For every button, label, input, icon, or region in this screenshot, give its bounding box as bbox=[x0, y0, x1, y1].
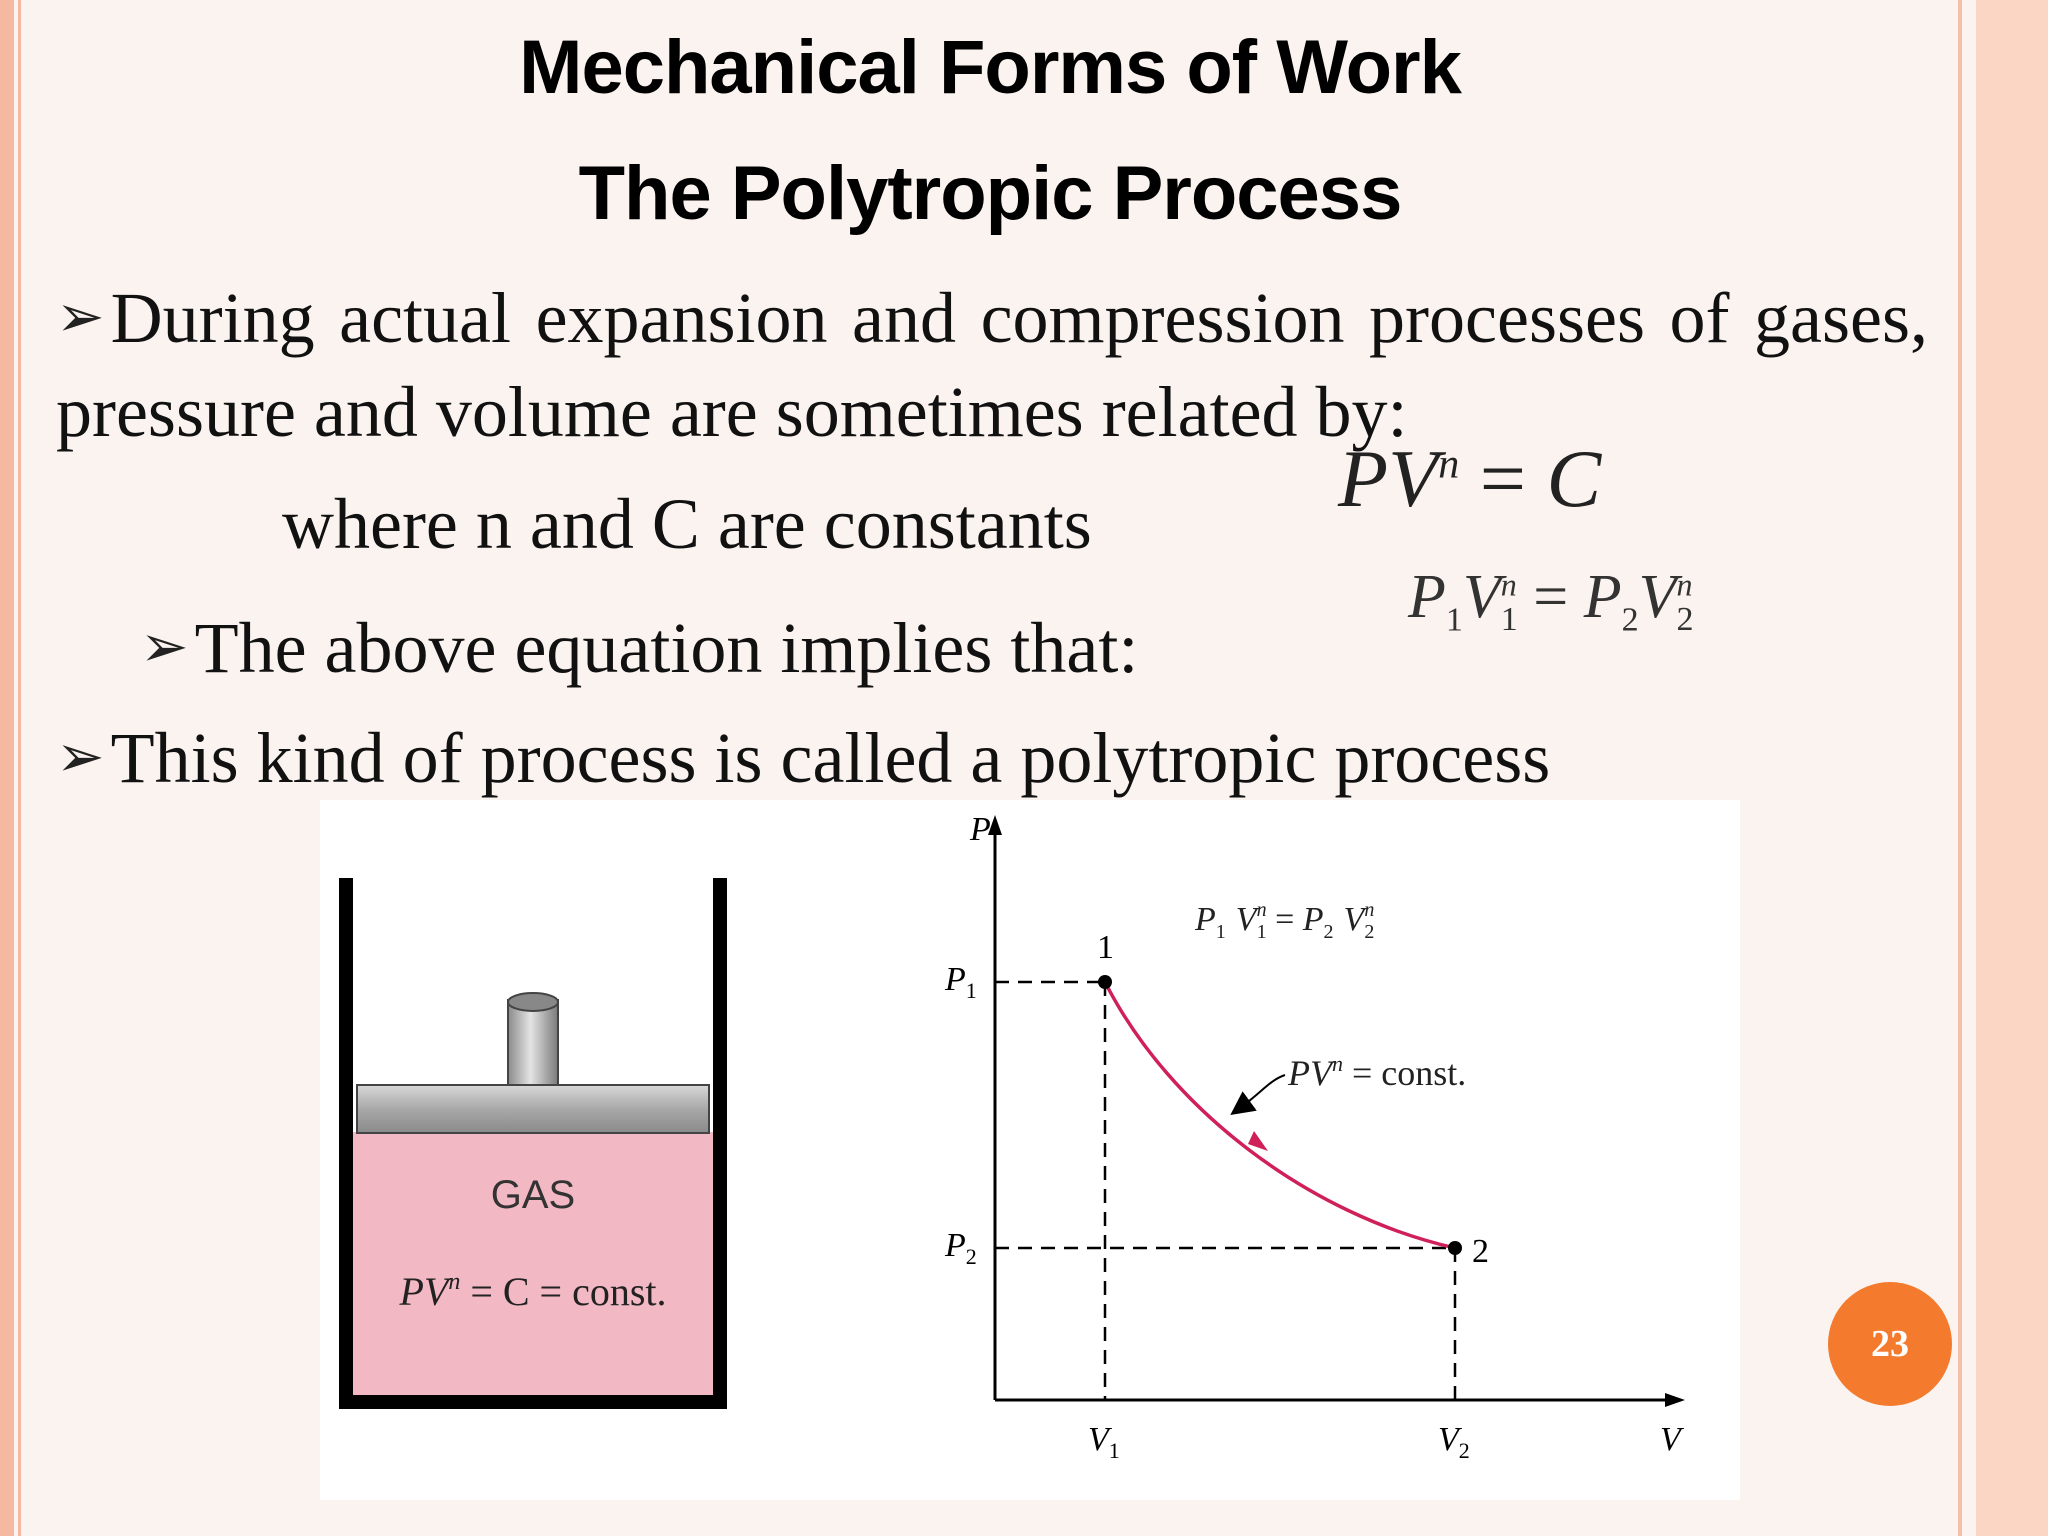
v2-tick-label: $V_2$ bbox=[1438, 1421, 1470, 1463]
y-axis-label: P bbox=[970, 811, 991, 848]
curve-equation-label: $PV^n$ = const. bbox=[1288, 1051, 1467, 1093]
slide-subtitle: The Polytropic Process bbox=[578, 151, 1402, 236]
where-text: where n and C are constants bbox=[282, 484, 1092, 564]
arrow-bullet-icon: ➢ bbox=[56, 284, 105, 349]
piston-rod bbox=[508, 1000, 558, 1085]
point-1-label: 1 bbox=[1097, 929, 1114, 966]
arrow-bullet-icon: ➢ bbox=[56, 724, 105, 789]
state-point-1 bbox=[1098, 975, 1112, 989]
arrow-bullet-icon: ➢ bbox=[140, 614, 189, 679]
p1-tick-label: $P_1$ bbox=[945, 961, 977, 1003]
bullet-point bbox=[56, 710, 1550, 805]
piston-head bbox=[357, 1085, 709, 1133]
right-border-band bbox=[1976, 0, 2048, 1536]
equation-p1v1-p2v2: $P_1V^n_1 = P_2V^n_2$ bbox=[1408, 563, 1694, 639]
sub-bullet-point bbox=[140, 600, 1138, 695]
page-number-badge: 23 bbox=[1828, 1282, 1952, 1406]
gas-label: GAS bbox=[490, 1173, 576, 1217]
pv-top-equation: $P_1$ $V^n$ $1 = P_2$ $V^n$ 2 bbox=[1195, 899, 1375, 943]
equation-pvn-c: $PV^n = C$ bbox=[1338, 433, 1602, 524]
x-axis-label: V bbox=[1660, 1421, 1681, 1458]
bullet-point bbox=[56, 270, 1928, 459]
slide-title: Mechanical Forms of Work bbox=[519, 25, 1461, 110]
v1-tick-label: $V_1$ bbox=[1088, 1421, 1120, 1463]
bullet-text: This kind of process is called a polytropic process bbox=[110, 718, 1551, 798]
gas-equation: $PV^n = C$ = const. bbox=[399, 1269, 667, 1314]
p2-tick-label: $P_2$ bbox=[945, 1227, 977, 1269]
state-point-2 bbox=[1448, 1241, 1462, 1255]
bullet-text: During actual expansion and compression processes of gases, pressure and volume are sometimes related by: bbox=[56, 278, 1928, 452]
bullet-text: The above equation implies that: bbox=[194, 608, 1139, 688]
polytropic-figure bbox=[320, 800, 1740, 1500]
point-2-label: 2 bbox=[1472, 1233, 1489, 1270]
